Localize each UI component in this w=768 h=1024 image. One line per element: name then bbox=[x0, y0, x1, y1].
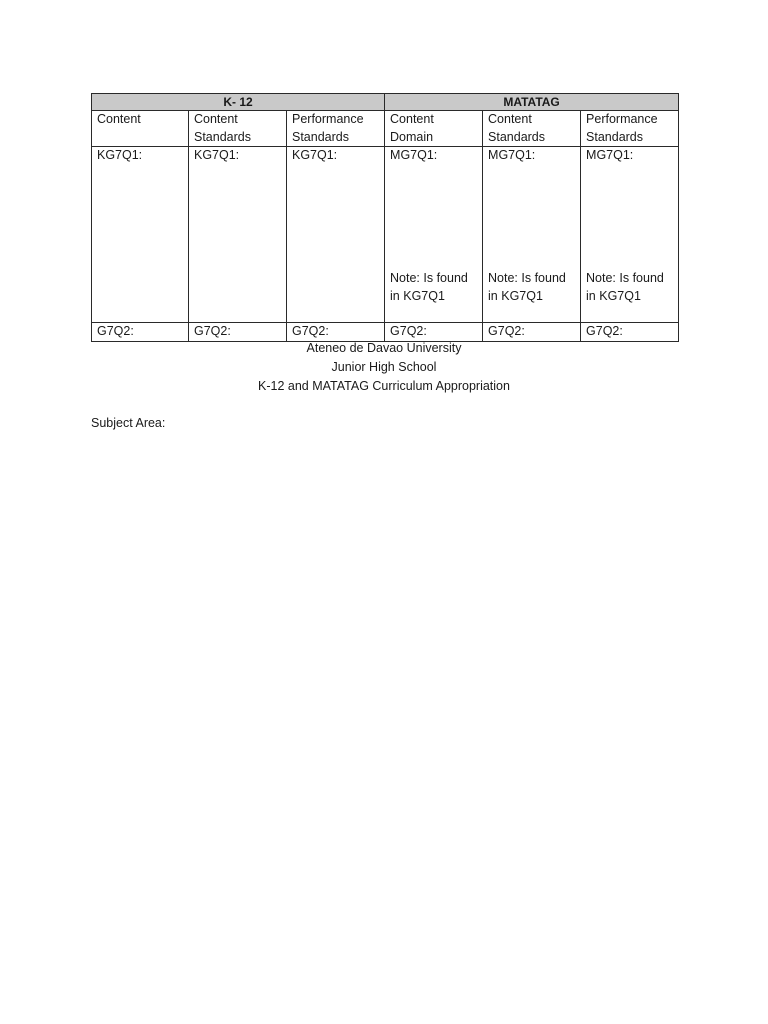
group-header-row bbox=[92, 94, 679, 111]
column-header-matatag-performance-standards bbox=[581, 111, 679, 147]
cell-text: MG7Q1: bbox=[488, 148, 536, 162]
column-header-line: Standards bbox=[586, 129, 644, 144]
table-cell: G7Q2: bbox=[581, 323, 679, 342]
table-cell bbox=[581, 147, 679, 323]
column-header-matatag-content-standards bbox=[483, 111, 581, 147]
column-header-line: Content bbox=[97, 112, 141, 126]
matatag-group-header: MATATAG bbox=[385, 94, 679, 111]
column-header-row bbox=[92, 111, 679, 147]
table-cell bbox=[385, 147, 483, 323]
table-cell: G7Q2: bbox=[189, 323, 287, 342]
column-header-line: Standards bbox=[488, 129, 546, 144]
note-line: in KG7Q1 bbox=[586, 288, 641, 303]
column-header-line: Standards bbox=[292, 129, 349, 144]
column-header-line: Performance bbox=[292, 112, 364, 126]
curriculum-table bbox=[91, 93, 679, 342]
column-header-matatag-content-domain bbox=[385, 111, 483, 147]
cell-text: KG7Q1: bbox=[97, 148, 143, 162]
cell-text: KG7Q1: bbox=[292, 148, 338, 162]
table-cell: G7Q2: bbox=[287, 323, 385, 342]
column-header-k12-content bbox=[92, 111, 189, 147]
university-name: Ateneo de Davao University bbox=[306, 341, 462, 355]
note-line: in KG7Q1 bbox=[488, 288, 543, 303]
column-header-line: Content bbox=[488, 112, 532, 126]
cell-text: KG7Q1: bbox=[194, 148, 240, 162]
cell-text: MG7Q1: bbox=[390, 148, 438, 162]
q1-row bbox=[92, 147, 679, 323]
column-header-k12-content-standards bbox=[189, 111, 287, 147]
cell-note bbox=[390, 270, 479, 305]
table-cell bbox=[189, 147, 287, 323]
column-header-line: Performance bbox=[586, 112, 658, 126]
table-cell bbox=[483, 147, 581, 323]
cell-note bbox=[586, 270, 675, 305]
column-header-line: Domain bbox=[390, 129, 434, 144]
column-header-line: Content bbox=[194, 112, 238, 126]
table-cell: G7Q2: bbox=[385, 323, 483, 342]
cell-note bbox=[488, 270, 577, 305]
cell-text: MG7Q1: bbox=[586, 148, 634, 162]
document-title: K-12 and MATATAG Curriculum Appropriation bbox=[258, 379, 510, 393]
note-line: Note: Is found bbox=[586, 271, 664, 285]
table-cell: G7Q2: bbox=[483, 323, 581, 342]
column-header-line: Standards bbox=[194, 129, 251, 144]
note-line: Note: Is found bbox=[488, 271, 566, 285]
subject-area-label: Subject Area: bbox=[91, 416, 166, 430]
k12-group-header: K- 12 bbox=[92, 94, 385, 111]
column-header-line: Content bbox=[390, 112, 434, 126]
column-header-k12-performance-standards bbox=[287, 111, 385, 147]
table-cell bbox=[287, 147, 385, 323]
school-name: Junior High School bbox=[331, 360, 437, 374]
note-line: Note: Is found bbox=[390, 271, 468, 285]
table-cell bbox=[92, 147, 189, 323]
table-cell: G7Q2: bbox=[92, 323, 189, 342]
note-line: in KG7Q1 bbox=[390, 288, 445, 303]
